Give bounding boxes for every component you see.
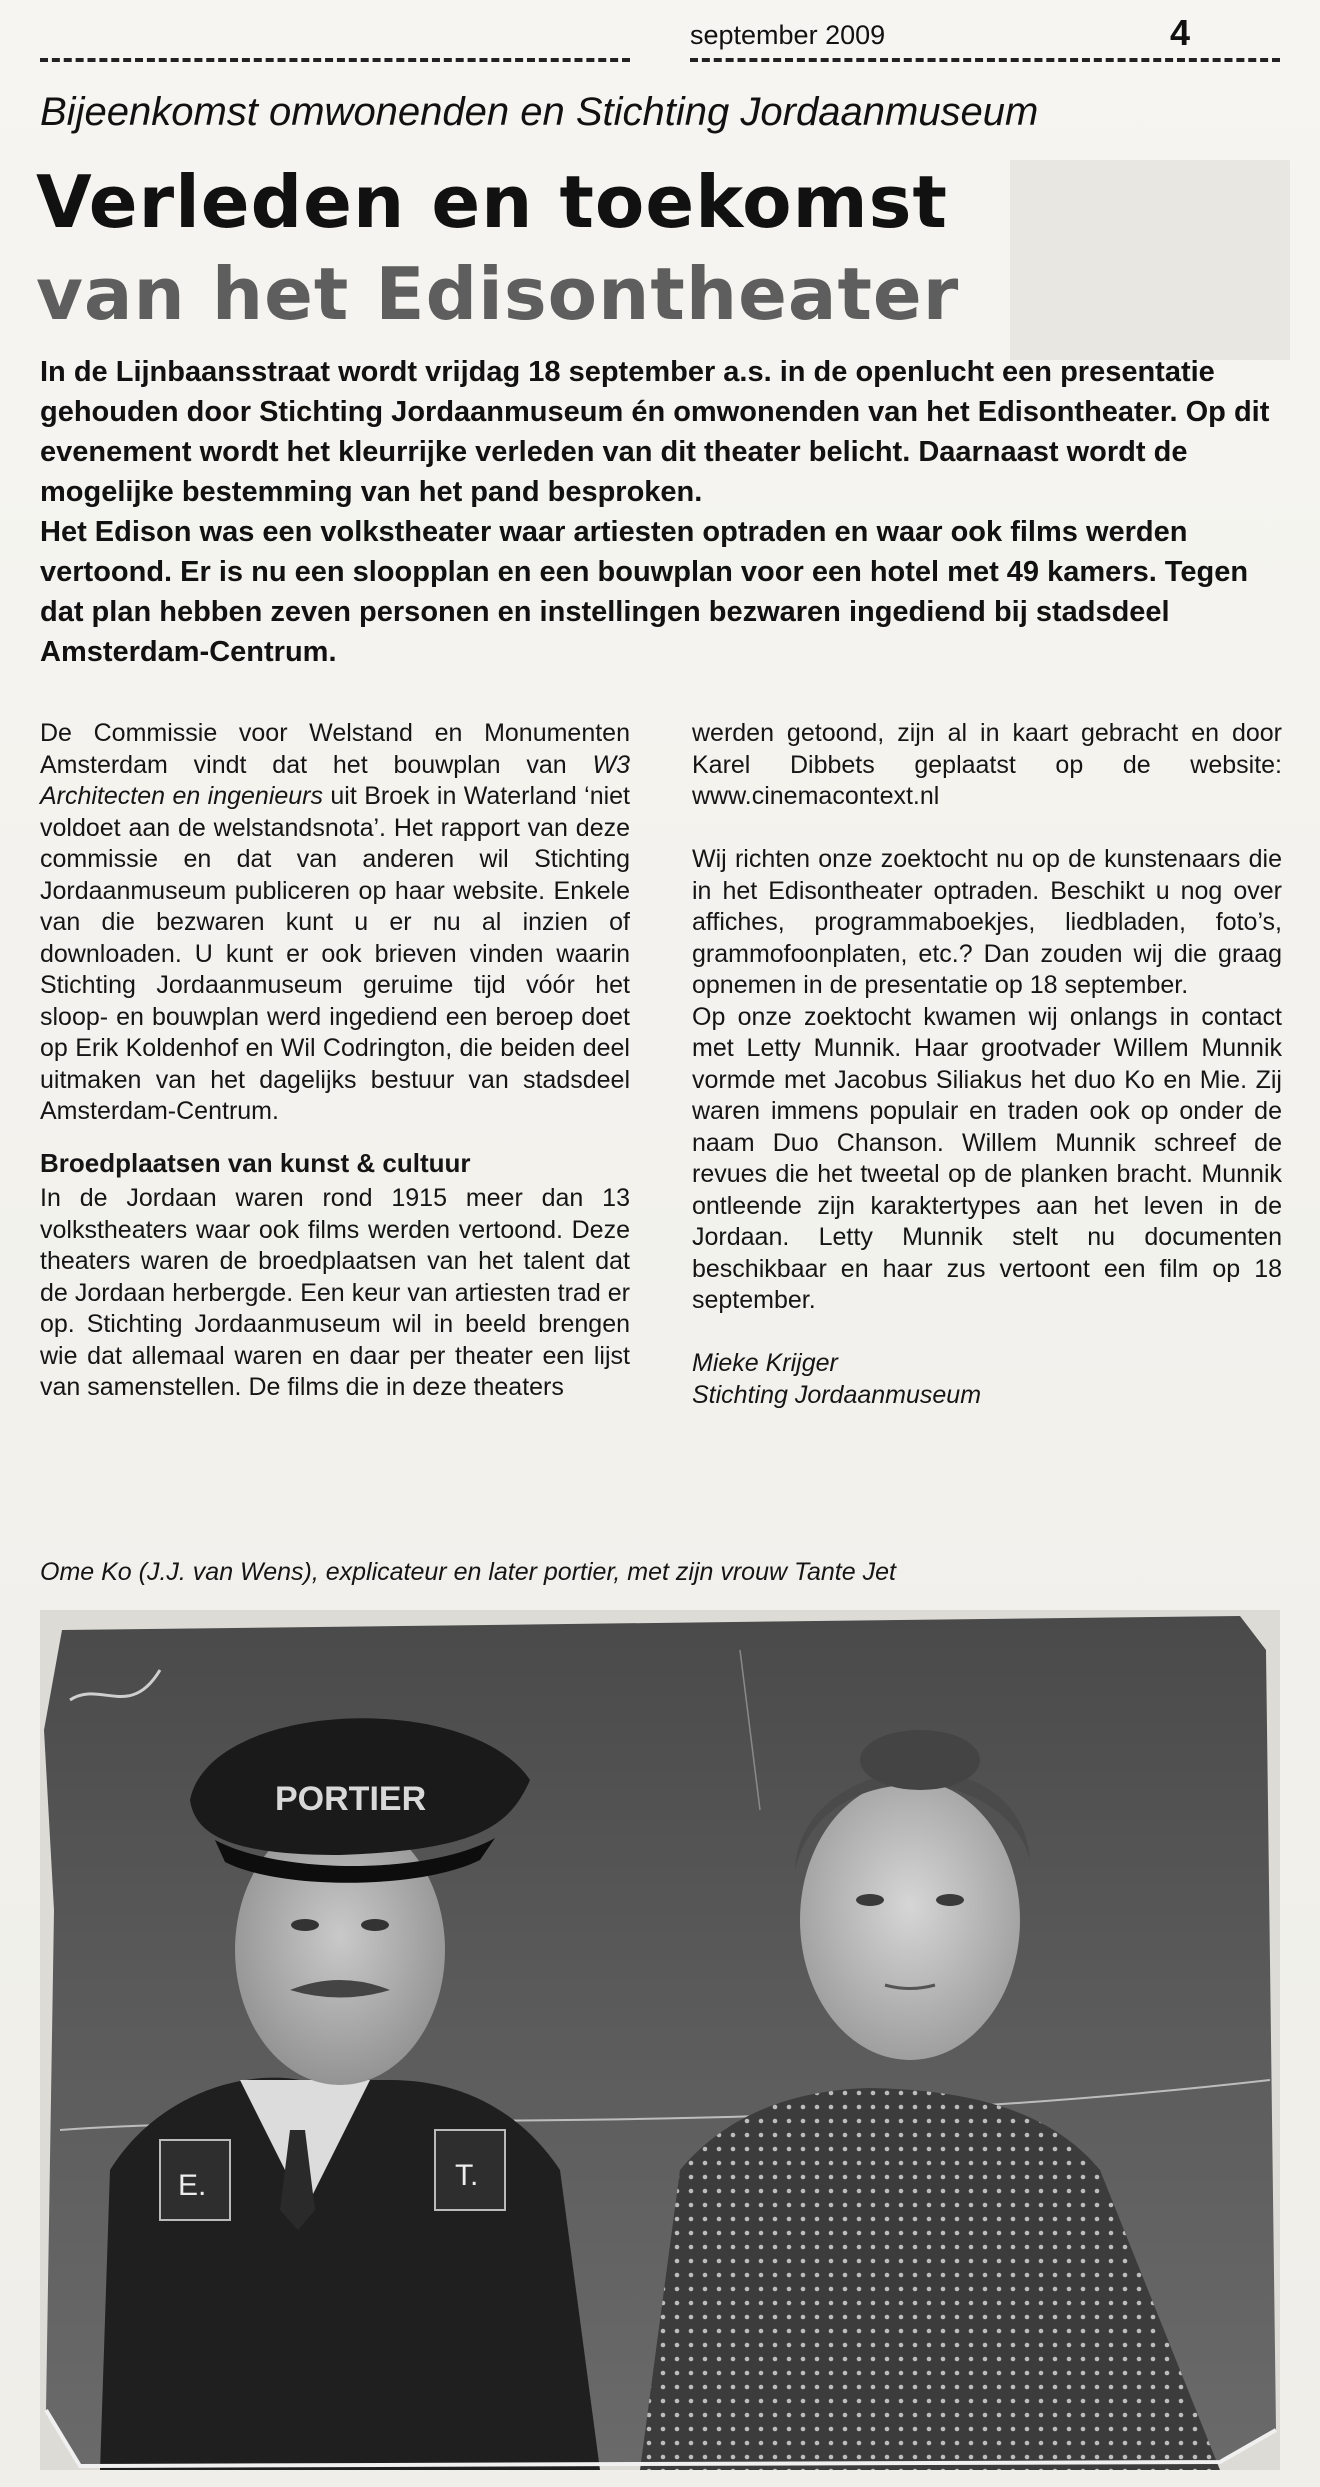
body-text: uit Broek in Waterland ‘niet voldoet aan de welstandsnota’. Het rapport van deze commissie en dat van anderen wil Stichting Jordaanmuseum publiceren op haar website. Enkele van die bezwaren kunt u er nu al inzien of downloaden. U kunt er ook brieven vinden waarin Stichting Jordaanmuseum geruime tijd vóór het sloop- en bouwplan werd ingediend een beroep doet op Erik Koldenhof en Wil Codrington, die beiden deel uitmaken van het dagelijks bestuur van stadsdeel Amsterdam-Centrum. <box>40 782 630 1125</box>
cap-lettering: PORTIER <box>275 1780 427 1818</box>
collar-letter-right: T. <box>455 2159 479 2192</box>
headline-line-1: Verleden en toekomst <box>36 160 948 244</box>
body-paragraph-3: werden getoond, zijn al in kaart gebracht en door Karel Dibbets geplaatst op de website: www.cinemacontext.nl <box>692 719 1282 810</box>
collar-letter-left: E. <box>178 2169 207 2202</box>
portrait-illustration <box>40 1610 1280 2470</box>
author-organization: Stichting Jordaanmuseum <box>692 1380 982 1409</box>
woman-hair-bun <box>860 1730 980 1790</box>
author-name: Mieke Krijger <box>692 1349 838 1377</box>
body-column-left <box>40 718 630 1404</box>
historic-photo <box>40 1610 1280 2470</box>
body-paragraph-4: Wij richten onze zoektocht nu op de kunstenaars die in het Edisontheater optraden. Beschikt u nog over affiches, programmaboekjes, liedbladen, foto’s, grammofoonplaten, etc.? Dan zouden wij die graag opnemen in de presentatie op 18 september. <box>692 845 1282 999</box>
lead-paragraph-2: Het Edison was een volkstheater waar artiesten optraden en waar ook films werden vertoond. Er is nu een sloopplan en een bouwplan voor een hotel met 49 kamers. Tegen dat plan hebben zeven personen en instellingen bezwaren ingediend bij stadsdeel Amsterdam-Centrum. <box>40 516 1249 668</box>
section-subhead: Broedplaatsen van kunst & cultuur <box>40 1147 471 1178</box>
page-number: 4 <box>1170 12 1191 53</box>
woman-eye-left <box>856 1894 884 1906</box>
bleed-through-masthead <box>44 10 624 52</box>
man-eye-right <box>361 1919 389 1931</box>
photo-caption: Ome Ko (J.J. van Wens), explicateur en later portier, met zijn vrouw Tante Jet <box>40 1558 896 1586</box>
man-face <box>235 1815 445 2085</box>
man-coat <box>100 2078 600 2470</box>
body-paragraph-5: Op onze zoektocht kwamen wij onlangs in contact met Letty Munnik. Haar grootvader Willem Munnik vormde met Jacobus Siliakus het duo Ko en Mie. Zij waren immens populair en traden ook op onder de naam Duo Chanson. Willem Munnik schreef de revues die het tweetal op de planken bracht. Munnik ontleende zijn karaktertypes aan het leven in de Jordaan. Letty Munnik stelt nu documenten beschikbaar en haar zus vertoont een film op 18 september. <box>692 1002 1282 1314</box>
body-text: De Commissie voor Welstand en Monumenten Amsterdam vindt dat het bouwplan van <box>40 719 630 779</box>
lead-paragraph-1: In de Lijnbaansstraat wordt vrijdag 18 september a.s. in de openlucht een presentatie gehouden door Stichting Jordaanmuseum én omwonenden van het Edisontheater. Op dit evenement wordt het kleurrijke verleden van dit theater belicht. Daarnaast wordt de mogelijke bestemming van het pand besproken. <box>40 356 1270 508</box>
article-lead <box>40 352 1280 672</box>
paragraph-gap <box>692 813 1282 845</box>
man-eye-left <box>291 1919 319 1931</box>
paragraph-gap <box>692 1317 1282 1349</box>
architect-name: W3 Architecten en ingenieurs <box>40 750 630 810</box>
body-paragraph-2: In de Jordaan waren rond 1915 meer dan 13 volkstheaters waar ook films werden vertoond. Deze theaters waren de broedplaatsen van het talent dat de Jordaan herbergde. Een keur van artiesten trad er op. Stichting Jordaanmuseum wil in beeld brengen wie dat allemaal waren en daar per theater een lijst van samenstellen. De films die in deze theaters <box>40 1184 630 1401</box>
issue-date: september 2009 <box>690 20 886 50</box>
article-kicker: Bijeenkomst omwonenden en Stichting Jordaanmuseum <box>40 90 1039 134</box>
header-rule-right <box>690 58 1280 62</box>
body-paragraph-1 <box>40 718 630 1128</box>
woman-eye-right <box>936 1894 964 1906</box>
header-rule-left <box>40 58 630 62</box>
woman-face <box>800 1780 1020 2060</box>
body-column-right <box>692 718 1282 1411</box>
headline-line-2: van het Edisontheater <box>36 252 960 336</box>
